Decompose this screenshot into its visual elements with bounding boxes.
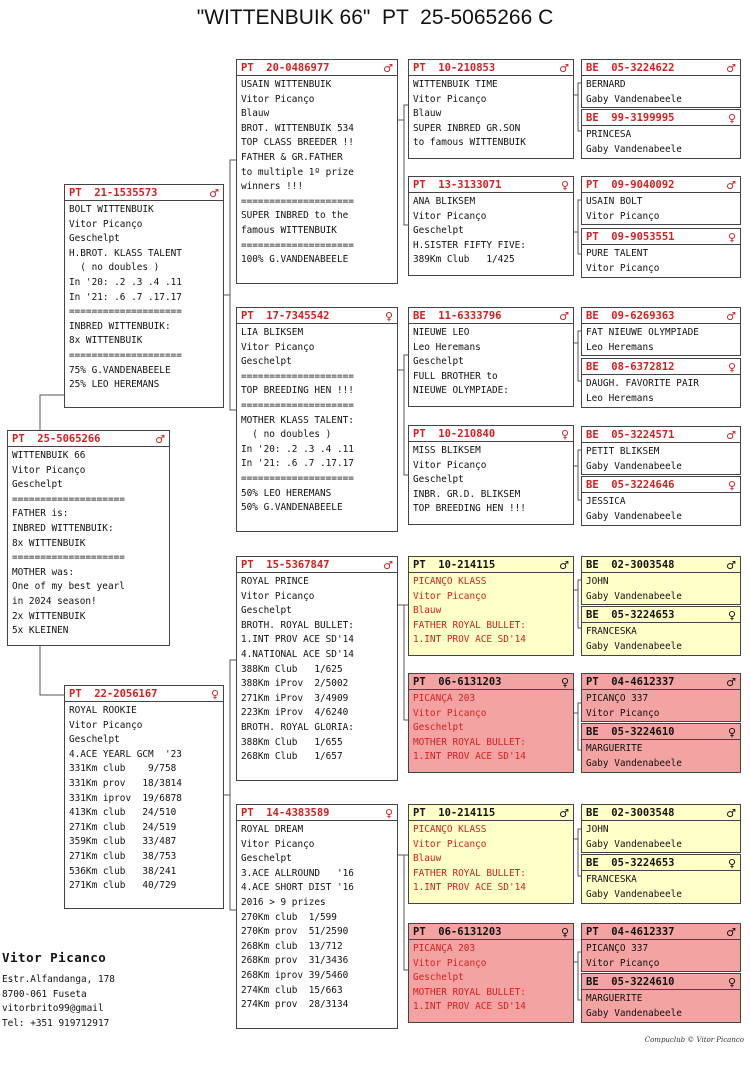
grandparent-card-2[interactable] <box>236 307 398 532</box>
detail-line: Gaby Vandenabeele <box>586 1007 682 1019</box>
pigeon-details <box>237 76 397 268</box>
detail-line: 268Km prov 31/3436 <box>241 955 349 967</box>
detail-line: famous WITTENBUIK <box>241 224 337 236</box>
detail-line: 331Km club 9/758 <box>69 763 177 775</box>
detail-line: TOP BREEDING HEN !!! <box>241 385 354 397</box>
detail-line: FATHER ROYAL BULLET: <box>413 867 526 879</box>
ring-number: PT 22-2056167 <box>69 688 158 700</box>
detail-line: 1.INT PROV ACE SD'14 <box>413 1001 526 1013</box>
pigeon-details <box>582 821 740 852</box>
male-icon: ♂ <box>155 432 165 446</box>
male-icon: ♂ <box>726 428 736 442</box>
detail-line: Geschelpt <box>413 972 464 984</box>
ring-number: PT 06-6131203 <box>413 676 502 688</box>
grandparent-card-4[interactable] <box>236 804 398 1029</box>
detail-line: 274Km club 15/663 <box>241 984 343 996</box>
detail-line: SUPER INBRED GR.SON <box>413 122 521 134</box>
detail-line: INBRED WITTENBUIK: <box>12 522 114 534</box>
detail-line: One of my best yearl <box>12 581 125 593</box>
detail-line: Geschelpt <box>69 233 120 245</box>
detail-line: MOTHER was: <box>12 566 75 578</box>
great-great-grandparent-card-9[interactable] <box>581 556 741 605</box>
detail-line: 8x WITTENBUIK <box>69 335 143 347</box>
detail-line: ==================== <box>69 349 182 361</box>
father-pigeon-card[interactable] <box>64 184 224 408</box>
female-icon: ♀ <box>727 230 736 244</box>
pigeon-details <box>582 443 740 474</box>
male-icon: ♂ <box>383 61 393 75</box>
ring-number: BE 11-6333796 <box>413 310 502 322</box>
female-icon: ♀ <box>727 856 736 870</box>
owner-postal: 8700-061 Fuseta <box>2 988 87 1000</box>
detail-line: H.BROT. KLASS TALENT <box>69 247 182 259</box>
pigeon-details <box>582 990 740 1021</box>
male-icon: ♂ <box>209 186 219 200</box>
ring-number: BE 05-3224610 <box>586 976 675 988</box>
ring-number: PT 09-9040092 <box>586 179 675 191</box>
pedigree-title: "WITTENBUIK 66" PT 25-5065266 C <box>196 6 554 29</box>
ring-number: BE 05-3224653 <box>586 857 675 869</box>
detail-line: Vitor Picanço <box>12 464 86 476</box>
detail-line: BROTH. ROYAL GLORIA: <box>241 721 354 733</box>
male-icon: ♂ <box>559 558 569 572</box>
detail-line: Leo Heremans <box>586 341 654 353</box>
great-great-grandparent-card-6[interactable] <box>581 358 741 408</box>
detail-line: 268Km club 13/712 <box>241 940 343 952</box>
pigeon-details <box>409 76 573 151</box>
great-great-grandparent-card-16[interactable] <box>581 973 741 1023</box>
detail-line: Vitor Picanço <box>241 93 315 105</box>
detail-line: Vitor Picanço <box>413 707 487 719</box>
detail-line: in 2024 season! <box>12 595 97 607</box>
ring-number: PT 10-214115 <box>413 807 496 819</box>
pigeon-details <box>409 573 573 648</box>
detail-line: In '20: .2 .3 .4 .11 <box>69 276 182 288</box>
ring-number: BE 05-3224610 <box>586 726 675 738</box>
detail-line: PICANÇO KLASS <box>413 576 487 587</box>
detail-line: 331Km iprov 19/6878 <box>69 792 182 804</box>
detail-line: 536Km club 38/241 <box>69 865 177 877</box>
female-icon: ♀ <box>727 111 736 125</box>
ring-number: PT 04-4612337 <box>586 926 675 938</box>
male-icon: ♂ <box>559 806 569 820</box>
detail-line: Blauw <box>241 108 270 120</box>
female-icon: ♀ <box>384 806 393 820</box>
detail-line: 388Km Club 1/655 <box>241 736 343 748</box>
detail-line: FRANCESKA <box>586 626 637 637</box>
detail-line: 1.INT PROV ACE SD'14 <box>413 751 526 763</box>
ring-number: BE 08-6372812 <box>586 361 675 373</box>
detail-line: TOP BREEDING HEN !!! <box>413 503 526 515</box>
great-grandparent-card-7[interactable] <box>408 804 574 904</box>
detail-line: Blauw <box>413 853 442 865</box>
detail-line: JOHN <box>586 576 609 587</box>
pigeon-details <box>582 126 740 157</box>
detail-line: JESSICA <box>586 496 626 507</box>
owner-email: vitorbrito99@gmail <box>2 1003 104 1015</box>
detail-line: 2x WITTENBUIK <box>12 610 86 622</box>
detail-line: to multiple 1º prize <box>241 166 354 178</box>
detail-line: DAUGH. FAVORITE PAIR <box>586 378 699 389</box>
ring-number: PT 13-3133071 <box>413 179 502 191</box>
female-icon: ♀ <box>727 975 736 989</box>
pigeon-details <box>582 193 740 224</box>
pigeon-details <box>582 690 740 721</box>
female-icon: ♀ <box>560 675 569 689</box>
detail-line: FULL BROTHER to <box>413 370 498 382</box>
detail-line: 389Km Club 1/425 <box>413 254 515 266</box>
detail-line: 75% G.VANDENABEELE <box>69 364 171 376</box>
detail-line: Geschelpt <box>413 722 464 734</box>
great-great-grandparent-card-10[interactable] <box>581 606 741 656</box>
ring-number: PT 10-210840 <box>413 428 496 440</box>
detail-line: ROYAL ROOKIE <box>69 705 137 716</box>
pigeon-details <box>409 193 573 268</box>
detail-line: MOTHER ROYAL BULLET: <box>413 736 526 748</box>
detail-line: BERNARD <box>586 79 626 90</box>
ring-number: PT 14-4383589 <box>241 807 330 819</box>
detail-line: Vitor Picanço <box>69 218 143 230</box>
detail-line: Gaby Vandenabeele <box>586 640 682 652</box>
detail-line: 359Km club 33/487 <box>69 836 177 848</box>
mother-pigeon-card[interactable] <box>64 685 224 909</box>
great-great-grandparent-card-14[interactable] <box>581 854 741 904</box>
great-grandparent-card-5[interactable] <box>408 556 574 656</box>
great-grandparent-card-6[interactable] <box>408 673 574 773</box>
detail-line: Geschelpt <box>241 356 292 368</box>
detail-line: ( no doubles ) <box>69 262 160 274</box>
detail-line: ( no doubles ) <box>241 429 332 441</box>
ring-number: BE 99-3199995 <box>586 112 675 124</box>
pigeon-details <box>65 702 223 894</box>
detail-line: Vitor Picanço <box>413 590 487 602</box>
pigeon-details <box>582 76 740 107</box>
footer-credit: Compuclub © Vitor Picanco <box>644 1036 744 1044</box>
pigeon-details <box>409 442 573 517</box>
female-icon: ♀ <box>727 478 736 492</box>
detail-line: 4.NATIONAL ACE SD'14 <box>241 648 354 660</box>
detail-line: INBR. GR.D. BLIKSEM <box>413 488 521 500</box>
detail-line: FATHER is: <box>12 508 69 520</box>
pigeon-details <box>582 940 740 971</box>
detail-line: 1.INT PROV ACE SD'14 <box>413 882 526 894</box>
pigeon-details <box>582 493 740 524</box>
detail-line: 270Km prov 51/2590 <box>241 926 349 938</box>
ring-number: PT 17-7345542 <box>241 310 330 322</box>
detail-line: TOP CLASS BREEDER !! <box>241 137 354 149</box>
pigeon-details <box>237 821 397 1013</box>
detail-line: ==================== <box>241 195 354 207</box>
detail-line: 4.ACE YEARL GCM '23 <box>69 748 182 760</box>
male-icon: ♂ <box>559 61 569 75</box>
ring-number: BE 05-3224571 <box>586 429 675 441</box>
great-great-grandparent-card-15[interactable] <box>581 923 741 972</box>
male-icon: ♂ <box>726 61 736 75</box>
detail-line: Vitor Picanço <box>413 957 487 969</box>
detail-line: ==================== <box>241 399 354 411</box>
detail-line: In '21: .6 .7 .17.17 <box>69 291 182 303</box>
detail-line: JOHN <box>586 824 609 835</box>
detail-line: NIEUWE OLYMPIADE: <box>413 385 509 397</box>
detail-line: 271Km iProv 3/4909 <box>241 692 349 704</box>
detail-line: MISS BLIKSEM <box>413 445 481 456</box>
female-icon: ♀ <box>727 360 736 374</box>
female-icon: ♀ <box>384 309 393 323</box>
detail-line: 1.INT PROV ACE SD'14 <box>241 634 354 646</box>
ring-number: PT 06-6131203 <box>413 926 502 938</box>
male-icon: ♂ <box>726 309 736 323</box>
female-icon: ♀ <box>210 687 219 701</box>
detail-line: Vitor Picanço <box>413 459 487 471</box>
detail-line: 3.ACE ALLROUND '16 <box>241 867 354 879</box>
male-icon: ♂ <box>726 806 736 820</box>
detail-line: MARGUERITE <box>586 993 643 1004</box>
grandparent-card-3[interactable] <box>236 556 398 781</box>
detail-line: Gaby Vandenabeele <box>586 757 682 769</box>
owner-block <box>2 950 115 1031</box>
detail-line: Vitor Picanço <box>413 210 487 222</box>
detail-line: Geschelpt <box>69 734 120 746</box>
detail-line: 413Km club 24/510 <box>69 807 177 819</box>
detail-line: 388Km iProv 2/5002 <box>241 678 349 690</box>
ring-number: PT 25-5065266 <box>12 433 101 445</box>
female-icon: ♀ <box>727 725 736 739</box>
detail-line: 25% LEO HEREMANS <box>69 379 160 391</box>
male-icon: ♂ <box>383 558 393 572</box>
ring-number: BE 05-3224653 <box>586 609 675 621</box>
detail-line: FRANCESKA <box>586 874 637 885</box>
detail-line: ROYAL DREAM <box>241 824 304 835</box>
detail-line: 268Km iprov 39/5460 <box>241 969 349 981</box>
great-grandparent-card-1[interactable] <box>408 59 574 159</box>
male-icon: ♂ <box>726 558 736 572</box>
great-great-grandparent-card-1[interactable] <box>581 59 741 108</box>
detail-line: In '20: .2 .3 .4 .11 <box>241 443 354 455</box>
great-grandparent-card-2[interactable] <box>408 176 574 276</box>
pigeon-details <box>582 871 740 902</box>
detail-line: Geschelpt <box>241 605 292 617</box>
detail-line: 388Km Club 1/625 <box>241 663 343 675</box>
great-great-grandparent-card-12[interactable] <box>581 723 741 773</box>
detail-line: MOTHER ROYAL BULLET: <box>413 986 526 998</box>
detail-line: 1.INT PROV ACE SD'14 <box>413 634 526 646</box>
male-icon: ♂ <box>726 178 736 192</box>
detail-line: Vitor Picanço <box>241 838 315 850</box>
owner-address: Estr.Alfandanga, 178 <box>2 974 115 985</box>
great-great-grandparent-card-13[interactable] <box>581 804 741 853</box>
pigeon-details <box>237 324 397 516</box>
detail-line: USAIN WITTENBUIK <box>241 79 332 90</box>
detail-line: ==================== <box>241 472 354 484</box>
pigeon-details <box>582 573 740 604</box>
detail-line: Vitor Picanço <box>586 210 660 222</box>
pigeon-details <box>582 324 740 355</box>
ring-number: BE 05-3224622 <box>586 62 675 74</box>
detail-line: 50% LEO HEREMANS <box>241 487 332 499</box>
detail-line: FAT NIEUWE OLYMPIADE <box>586 327 699 338</box>
detail-line: Gaby Vandenabeele <box>586 590 682 602</box>
pigeon-details <box>8 447 169 639</box>
detail-line: 268Km Club 1/657 <box>241 751 343 763</box>
pigeon-details <box>582 623 740 654</box>
detail-line: Geschelpt <box>12 479 63 491</box>
pigeon-details <box>409 940 573 1015</box>
detail-line: ==================== <box>12 493 125 505</box>
owner-phone: Tel: +351 919712917 <box>2 1017 110 1029</box>
detail-line: 274Km prov 28/3134 <box>241 999 349 1011</box>
detail-line: Geschelpt <box>413 225 464 237</box>
great-great-grandparent-card-8[interactable] <box>581 476 741 526</box>
detail-line: 8x WITTENBUIK <box>12 537 86 549</box>
ring-number: PT 20-0486977 <box>241 62 330 74</box>
female-icon: ♀ <box>560 427 569 441</box>
ring-number: PT 10-214115 <box>413 559 496 571</box>
detail-line: 271Km club 38/753 <box>69 850 177 862</box>
detail-line: 4.ACE SHORT DIST '16 <box>241 882 354 894</box>
detail-line: 270Km club 1/599 <box>241 911 337 923</box>
ring-number: BE 09-6269363 <box>586 310 675 322</box>
detail-line: Vitor Picanço <box>413 838 487 850</box>
detail-line: Geschelpt <box>413 356 464 368</box>
subject-pigeon-card[interactable] <box>7 430 170 646</box>
ring-number: BE 05-3224646 <box>586 479 675 491</box>
detail-line: winners !!! <box>241 181 304 193</box>
female-icon: ♀ <box>560 925 569 939</box>
grandparent-card-1[interactable] <box>236 59 398 284</box>
ring-number: PT 15-5367847 <box>241 559 330 571</box>
detail-line: H.SISTER FIFTY FIVE: <box>413 239 526 251</box>
detail-line: PETIT BLIKSEM <box>586 446 660 457</box>
detail-line: PICANÇO 337 <box>586 943 649 954</box>
detail-line: NIEUWE LEO <box>413 327 470 338</box>
detail-line: 223Km iProv 4/6240 <box>241 707 349 719</box>
pigeon-details <box>65 201 223 393</box>
detail-line: Vitor Picanço <box>586 262 660 274</box>
detail-line: BROT. WITTENBUIK 534 <box>241 122 354 134</box>
great-grandparent-card-8[interactable] <box>408 923 574 1023</box>
pigeon-details <box>582 740 740 771</box>
detail-line: WITTENBUIK TIME <box>413 79 498 90</box>
detail-line: FATHER ROYAL BULLET: <box>413 619 526 631</box>
detail-line: INBRED WITTENBUIK: <box>69 320 171 332</box>
great-great-grandparent-card-5[interactable] <box>581 307 741 356</box>
male-icon: ♂ <box>726 925 736 939</box>
male-icon: ♂ <box>559 309 569 323</box>
detail-line: FATHER & GR.FATHER <box>241 151 343 163</box>
detail-line: Blauw <box>413 605 442 617</box>
detail-line: Gaby Vandenabeele <box>586 143 682 155</box>
great-great-grandparent-card-11[interactable] <box>581 673 741 722</box>
detail-line: 331Km prov 18/3814 <box>69 777 182 789</box>
great-great-grandparent-card-2[interactable] <box>581 109 741 159</box>
great-grandparent-card-4[interactable] <box>408 425 574 525</box>
detail-line: 50% G.VANDENABEELE <box>241 502 343 514</box>
detail-line: Geschelpt <box>413 474 464 486</box>
detail-line: PRINCESA <box>586 129 632 140</box>
ring-number: PT 04-4612337 <box>586 676 675 688</box>
detail-line: Vitor Picanço <box>586 957 660 969</box>
detail-line: BOLT WITTENBUIK <box>69 204 154 215</box>
detail-line: LIA BLIKSEM <box>241 327 304 338</box>
pigeon-details <box>409 690 573 765</box>
great-great-grandparent-card-3[interactable] <box>581 176 741 225</box>
ring-number: BE 02-3003548 <box>586 807 675 819</box>
detail-line: Geschelpt <box>241 853 292 865</box>
ring-number: PT 09-9053551 <box>586 231 675 243</box>
detail-line: ==================== <box>12 552 125 564</box>
detail-line: PICANÇA 203 <box>413 943 476 954</box>
detail-line: Vitor Picanço <box>413 93 487 105</box>
detail-line: 2016 > 9 prizes <box>241 896 326 908</box>
detail-line: to famous WITTENBUIK <box>413 137 526 149</box>
detail-line: Vitor Picanço <box>586 707 660 719</box>
detail-line: Vitor Picanço <box>241 590 315 602</box>
detail-line: BROTH. ROYAL BULLET: <box>241 619 354 631</box>
detail-line: ROYAL PRINCE <box>241 576 309 587</box>
detail-line: WITTENBUIK 66 <box>12 450 86 461</box>
detail-line: SUPER INBRED to the <box>241 210 349 222</box>
pigeon-details <box>409 324 573 399</box>
detail-line: ==================== <box>69 306 182 318</box>
great-grandparent-card-3[interactable] <box>408 307 574 407</box>
ring-number: PT 10-210853 <box>413 62 496 74</box>
detail-line: Gaby Vandenabeele <box>586 838 682 850</box>
pigeon-details <box>409 821 573 896</box>
detail-line: Leo Heremans <box>413 341 481 353</box>
detail-line: ==================== <box>241 370 354 382</box>
great-great-grandparent-card-4[interactable] <box>581 228 741 278</box>
detail-line: USAIN BOLT <box>586 196 643 207</box>
female-icon: ♀ <box>727 608 736 622</box>
ring-number: BE 02-3003548 <box>586 559 675 571</box>
detail-line: PICANÇO 337 <box>586 693 649 704</box>
great-great-grandparent-card-7[interactable] <box>581 426 741 475</box>
pigeon-details <box>237 573 397 765</box>
detail-line: 271Km club 40/729 <box>69 880 177 892</box>
detail-line: PICANÇA 203 <box>413 693 476 704</box>
ring-number: PT 21-1535573 <box>69 187 158 199</box>
detail-line: Blauw <box>413 108 442 120</box>
owner-name: Vitor Picanco <box>2 950 107 965</box>
male-icon: ♂ <box>726 675 736 689</box>
detail-line: Leo Heremans <box>586 392 654 404</box>
detail-line: MARGUERITE <box>586 743 643 754</box>
detail-line: Gaby Vandenabeele <box>586 510 682 522</box>
detail-line: Gaby Vandenabeele <box>586 93 682 105</box>
detail-line: PICANÇO KLASS <box>413 824 487 835</box>
detail-line: Vitor Picanço <box>69 719 143 731</box>
detail-line: ANA BLIKSEM <box>413 196 476 207</box>
detail-line: In '21: .6 .7 .17.17 <box>241 458 354 470</box>
detail-line: 271Km club 24/519 <box>69 821 177 833</box>
pigeon-details <box>582 375 740 406</box>
detail-line: MOTHER KLASS TALENT: <box>241 414 354 426</box>
detail-line: 5x KLEINEN <box>12 625 69 637</box>
detail-line: 100% G.VANDENABEELE <box>241 254 349 266</box>
detail-line: ==================== <box>241 239 354 251</box>
pigeon-details <box>582 245 740 276</box>
detail-line: Gaby Vandenabeele <box>586 888 682 900</box>
female-icon: ♀ <box>560 178 569 192</box>
detail-line: Vitor Picanço <box>241 341 315 353</box>
detail-line: Gaby Vandenabeele <box>586 460 682 472</box>
detail-line: PURE TALENT <box>586 248 649 259</box>
